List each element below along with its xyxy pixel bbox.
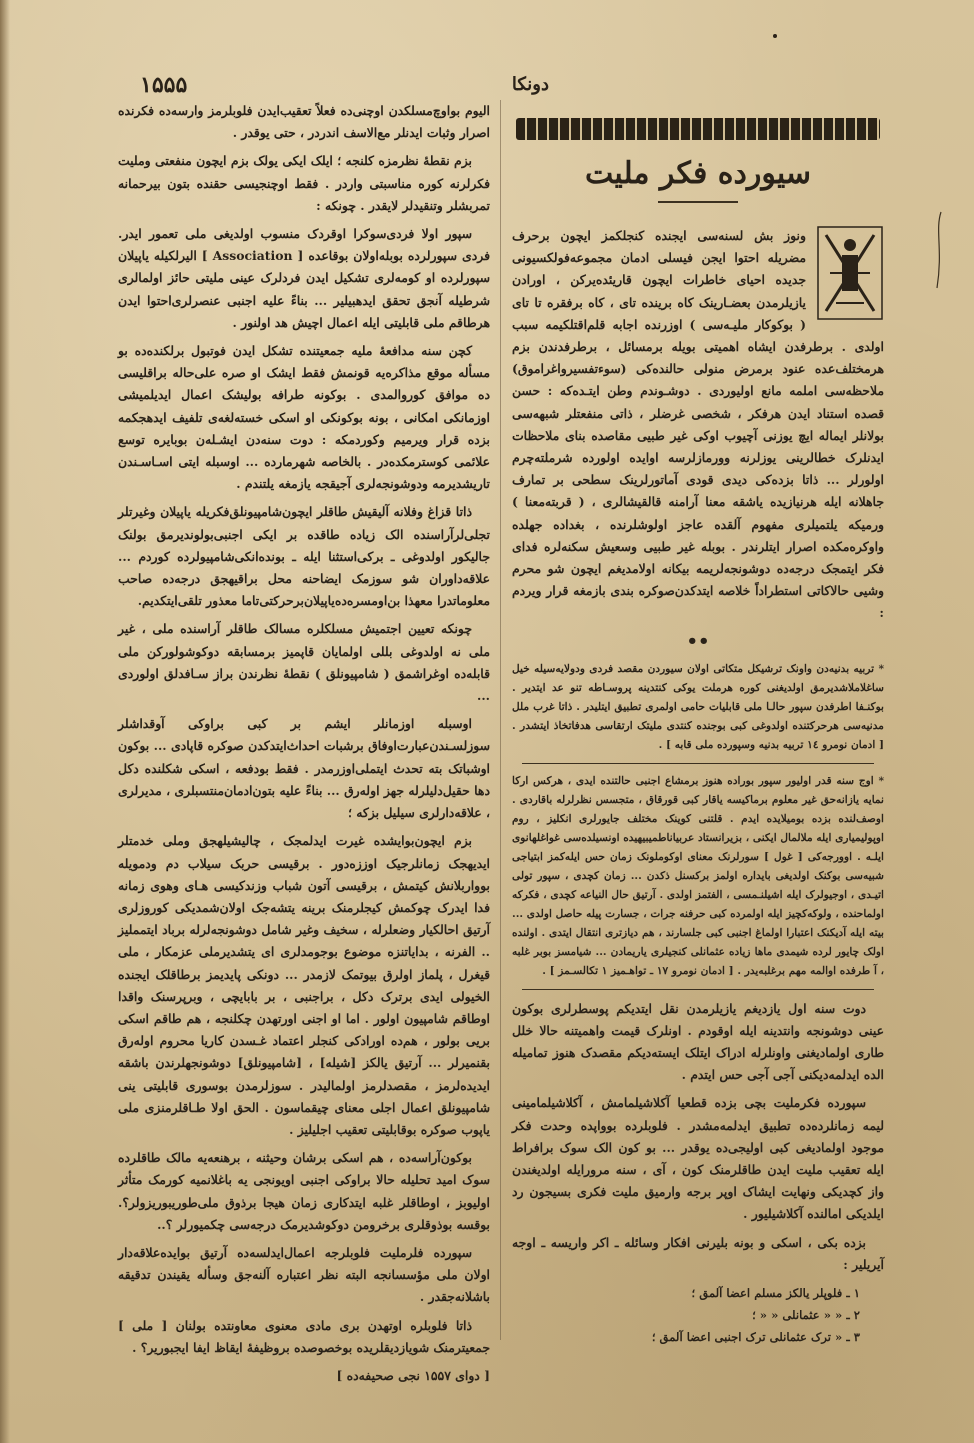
body-paragraph: الیوم بواوچ‌مسلکدن اوچنی‌ده فعلاً تعقیب‌ایدن فلوبلرمز وارسه‌ده فکرنده اصرار وثبات ایدنلر مع‌الاسف اندردر ، حتی یوقدر . [118, 103, 490, 141]
list-item: ۳ ـ « ترک عثمانلی ترک اجنبی اعضا آلمق ؛ [651, 1330, 860, 1345]
column-divider [500, 100, 501, 1340]
body-paragraph: بوکون‌آراسه‌ده ، هم اسکی برشان وحیثنه ، برهنعه‌یه مالک طاقلرده سوک امید تحلیله حالا براوکی اجنبی اویونجی یه باغلانمیه کورمک متأثر اولیوبز ، اوطاقلر غلبه ایتدکاری زمان هیجا برذوق ملی‌طوریبوریزولر؟. بوقسه بوذوقلری برخرومن دوکوشدیرمک درجه‌سی چکمیورلر ؟.. [118, 1150, 490, 1232]
body-paragraph: چونکه تعیین اجتمیش مسلکلره مسالک طاقلر آراسنده ملی ، غیر ملی نه اولدوغی بللی اولمایان قاپمیز برمسابقه دوکوشولورکن ملی قابله‌ده اوغراشمق ( شامپیونلق ) نقطهٔ نظرندن براز سـافدلق اولوردی ... [118, 621, 490, 704]
body-paragraph: سپورده فلرملیت فلوبلرجه اعمال‌ایدلسه‌ده آرتیق بوایده‌علاقه‌دار اولان ملی مؤسسانجه البته نظر اعتباره آلنه‌جق وسأله یقیندن تدقیقه باشلانه‌جقدر . [118, 1244, 490, 1305]
intro-paragraph: ونوز بش لسنه‌سی ایجنده کنجلکمز ایچون برحرف مضریله احتوا ایجن فیسلی ادمان مجموعه‌فولکسیونی جدیده احیای خاطرات ایچون قاریئده‌یرکن ، اورادن یازیلرمدن بعضـارینک کاه برینده تای ، کاه برفقره تا تای ( بوکوکار ملیـه‌سی ) اوزرنده اجابه قلم‌اقتلکیمه سبب اولدی . برطرفدن ایشاه اهمیتی بویله برمسائل ، برطرفدندن بزم هرمختلف‌عده عنود برمرض منولی حالنده‌کی (سوءتفسیرواغراموق) ملاحظه‌سی املمه مانع اولیوردی . دوشـوندم وطن ایتـده‌که : حسن قصده استناد ایدن هرفکر ، شخصی غرضلر ، ذاتی منفعتلر شبهه‌سی بولانلر ایماله ایچ یوزنی آچیوب اوکی غیر طبیی مقاصده بنای ملاحظات ایدنلرک خطالرینی یوزلرنه وورمازلرسه اوایده اولورده شرملته‌چرم اولورلر ... ذاتا بزده‌کی دیدی قودی آماتورلرینک سطحی بر تمارف جاهلانه ایله هرنیازیده یاشقه معنا آرامنه قالقیشالری ، ( قربته‌معنا ) ورمیکه یلتمیلری مفهوم آلقده عاجز اولوشلرنده ، بغداده جهلده واوکره‌مکده اصرار ایتلرندر . بوبله غیر طبیی وسعیش سکنه‌لره فدای فکر ایتمجک درجه‌ده دوشونجه‌لریمه بیکانه اولامدیغم ایچون شو محرم وشیی حالاکاتی استطراداً خلاصه ایتدکدن‌صوکره بندی بازمغه قرار ویردم : [512, 228, 884, 621]
article-title: سیورده فکر ملیت [584, 156, 812, 191]
body-paragraph: ذاتا قزاغ وفلانه آلیقیش طاقلر ایچون‌شامپیونلق‌فکریله یاپیلان وغیرتلر تجلی‌لرآراسنده الک زیاده طاقده بر ایکی اجنبی‌بولوندیرمق بولنک جالیکور اولدوغی ـ برکی‌استثنا ایله ـ بونده‌انکی‌شامپیولرده کوردم ... علاقه‌داوران شو سوزمک ایضاحنه محل براقیهجق درجه‌ده صاحب معلوماتدرا معهذا بن‌اومسره‌ده‌یاپیلان‌برحرکتی‌تاما معذور تلقی‌ایتکدیم. [118, 504, 490, 609]
continuation-note: [ دوای ۱۵۵۷ نجی صحیفه‌ده ] [336, 1367, 490, 1383]
list-item: ۲ ـ « « عثمانلی « « ؛ [752, 1308, 860, 1323]
footnote-1: * تربیه بدنیه‌دن واونک ترشیکل متکاتی اولان سیوردن مقصد فردی ودولایه‌سیله خیل ساغلاملاشدیرمق اولدیغنی کوره هرملت یوکی کنتدینه پروسـاطه تنو عد ایتدیر . بوکنـفا اطرفدن سپور حالـا ملی قابلیات حامی اولمری تطبیق ایتلیدر . ذاتا غرب ملل مدنیه‌سی هرحرکتنده اولدوغی کبی بوجنده کنتدی ملیتک ارتقاسی هدفاتخاذ ایتشدر . [ ادمان نومرو ۱٤ تربیه بدنیه وسپورده ملی قابه ] . [512, 662, 884, 751]
body-paragraph: بزم نقطهٔ نظرمزه کلنجه ؛ ایلک ایکی یولک بزم ایچون منفعتی وملیت فکرلرنه کوره مناسبتی واردر . فقط اوچنجیسی حقنده بتون بیرحمانه تمربشلر وتنقیدلر لایقدر . چونکه : [118, 153, 490, 213]
body-paragraph: بزده بکی ، اسکی و بونه بلیرنی افکار وسائله ـ اکر واریسه ـ اوجه آیریلیر : [512, 1234, 884, 1272]
right-column [512, 108, 884, 1348]
page-edge-shadow [0, 0, 10, 1443]
club-types-list [512, 1282, 860, 1348]
title-rule [658, 201, 738, 203]
margin-mark-icon [931, 210, 947, 290]
left-column [118, 100, 490, 1387]
body-paragraph: کچن سنه مدافعهٔ ملیه جمعیتنده تشکل ایدن فوتبول برلکنده‌ده بو مسأله موقع مذاکره‌یه قونمش فقط ایشک او صره علی‌حاله براقلیسی ده موافق کوروالمدی . بوکونه طرافه بولیشک اعمال ایدیلمیشی اوزمانکی امکانی ، بونه بوکونکی او اسکی خسته‌لغه‌ی تلفیف ایدهجکمه بزده قرار ویرمیم وکوردمکه : دوت سنه‌دن ایشـله‌ن بوبایره توسع علائمی کوسترمکده‌در . بالخاصه شهرمارده ... اوسبله ایتی اسـاسـندن تاریشدیرمه ودوشونجه‌لری آجیقجه یازمغه یلتندم . [118, 343, 490, 492]
page-number: ۱۵۵۵ [140, 72, 188, 98]
body-paragraph: سپورده فکرملیت بچی بزده قطعیا آکلاشیلمامش ، آکلاشیلمامینی لیمه زمانلرده‌ده تطبیق ایدلمه‌مشدر . فلوبلرده بوواپده وحدت فکر موجود اولمادیغی کبی اولیجی‌ده یوقدر ... بو کون الک سوک برافراط ایله تعقیب ملیت ایدن طاقلرمنک کون ، آی ، سنه مرورایله اولدیغندن واز کچدیکی ونهایت ایشاک اوپر برجه وارمیق ملیت فکری بسیجون رد ایلدیکی امالنده آکلاشیلیور . [512, 1095, 884, 1222]
body-paragraph: ذاتا فلوبلره اوتهدن بری مادی معنوی معاونتده بولنان [ ملی ] جمعیترمنک شویازدیقلریده بوخصوصده بروظیفهٔ ایقاظ ایفا ایجبوریر؟ . [118, 1317, 490, 1355]
ornament-band [516, 118, 880, 140]
footnote-rule-2 [522, 989, 874, 990]
journal-name: دونکا [511, 74, 549, 95]
body-paragraph: اوسبله اوزمانلر ایشم بر کبی براوکی آوقداشلر سوزلسـندن‌عبارت‌اوفاق بر‌شبات احداث‌ایتدکدن صوکره قاپادی ... بوکون اوشباتک بته تحدث ایتملی‌اوزرمدر . فقط بودفعه ، اسکی شکلنده دکل دها حقیل‌دلیلرله جهز اوله‌رق ... بناءً علیه بتون‌ادمان‌منتسبلری ، مدیرلری ، علاقه‌دارلری سیلیل بزکه ؛ [118, 716, 490, 821]
footnote-rule [522, 763, 874, 764]
section-separator: •• [686, 630, 710, 652]
body-paragraph: سپور اولا فردی‌سوکرا اوقردک منسوب اولدیغی ملی تعمور ایدر. فردی سپورلرده بوبله‌اولان بوقاعده [ Association ] الیرلکیله یاپیلان سپورلرده او کومه‌لری تشکیل ایدن فردلرک عینی ملیتی حائز اولمالری شرطیله آنجق تحقق ایدهبیلیر ... بناءً علیه اجنبی عنصرلری‌احتوا ایدن هرطاقم ملی قابلیتی ایله اعمال اچیش هد اولنور . [118, 226, 490, 330]
body-paragraph: بزم ایچون‌بوایشده غیرت ایدلمجک ، چالیشیلهجق وملی خدمتلر ایدیهجک زمانلرجیک اوززه‌دور . برقیسی حربک سیلاب دم ودمویله بوواربلانش کیتمش ، برقیسی آتون شباب وزندکیسی هـای وهوی زمانه فدا ایدرک چوکمش کیجلرمنک برینه یتشه‌جک اولان‌شمدیکی کوروزلری آرتیق احالکیار وضعلرله ، سخیف وغیر شامل دوشونجه‌لرله برباد ایتمملیز .. الفرنه ، بدایاتنزه موضوع بوجومدلری ای یتشدیرملی عزمکار ، ملی قیغرل ، پلماز اولرق بیوتمک لازمدر ... دونکی پایدیمز برطاقلک ایجنده الخیولی‌ ایدی برترک دکل ، براجنبی ، بر بابایچی ، وبرپرسنک واقدا اوطاقم شامپیون اولور . اما او اجنی اورتهدن چکلنجه ، هم طاقم اسکی بریی بولور ، هم‌ده اورادکی کنجلر اعتماد غـسدن کاریا محروم اوله‌رق بقنمیرلر ... آرتیق یالکز [شیله] ، [شامپیونلق] دوشونجهلرندن باشقه ایدیده‌لرمز ، مقصدلرمز اولمالیدر . سوزلرمدن بوسوری قابلیتی ینی شامپیونلق اعمال اجلی معنای چیقماسون . الحق اولا طـاقلرمنزی ملی یاپوب صوکره بوقابلیتی تعقیب اجلیلیز . [118, 833, 490, 1137]
sports-illustration-icon [816, 225, 884, 321]
print-dot [773, 34, 777, 38]
body-paragraph: دوت سنه اول یازدیغم یازیلرمدن نقل ایتدیکم پوسطرلری بوکون عینی دوشونجه وانتدینه ایله اوقودم . اونلرک قیمت واهمیتنه حالا خلل طاری اولمادیغنی واونلرله ادراک ایتلک ایسته‌دیکم مقصدک هنوز تمامیله الده ایدلمه‌دیکنی آجی آجی حس ایتدم . [512, 1000, 884, 1083]
footnote-2: * اوج سنه قدر اولیور سپور بوراده هنوز برمشاع اجنبی حالتنده ایدی ، هرکس ارکا نمایه یازانه‌حق غیر معلوم برماکیسه یاقار کبی قورقاق ، متجسس نظرلرله باقاردی . اوصف‌لنده بزده بومیلایده ایدم . قلتنی کوینک مختلف جایورلری انکلیز ، روم اوپولیمیاری ایله ملالمال ایکنی ، بزیرانستاد عربیاناطمیبیهیده اونسیلده‌سی غواغلهانوی ایلـه . اوورجه‌کی [ غول ] سورلرنک معنای اوکوملونک زمان حس ایله‌کمز ابتیاجی شبیه‌سی بوکنک اولدیغی بایداره اولمز برکسنل ذکدن ... زمان کچدی ، سپور تولی اتیـدی ، اوجیولرک ایله اشیلنـمسی ، الفتمز اولدی . آرتیق حال النیاعه کچدی ، فکرکه اولماحنده ، ولوکه‌کچیز ایله اولمرده کبی حرفنه جرات ، جسارت پیله حاصل اولدی ... بیته ایله آدیکنک اعتبارا اولماغ اجنبی کبی جلسارند ، هم دیازتری انتقال ایتدی . اولنده اولک چایور لرده شیمدی ماها زیاده عثمانلی کنجیلری یاریمادن ... شیامسز بوبر غلبه ، آ طرفده اوالمه مهم برغلبه‌یدر . [ ادمان نومرو ۱۷ ـ تواهـمیز ۱ تکالسـمز ] . [512, 774, 884, 977]
list-item: ۱ ـ فلوپلر یالکز مسلم اعضا آلمق ؛ [691, 1286, 860, 1301]
